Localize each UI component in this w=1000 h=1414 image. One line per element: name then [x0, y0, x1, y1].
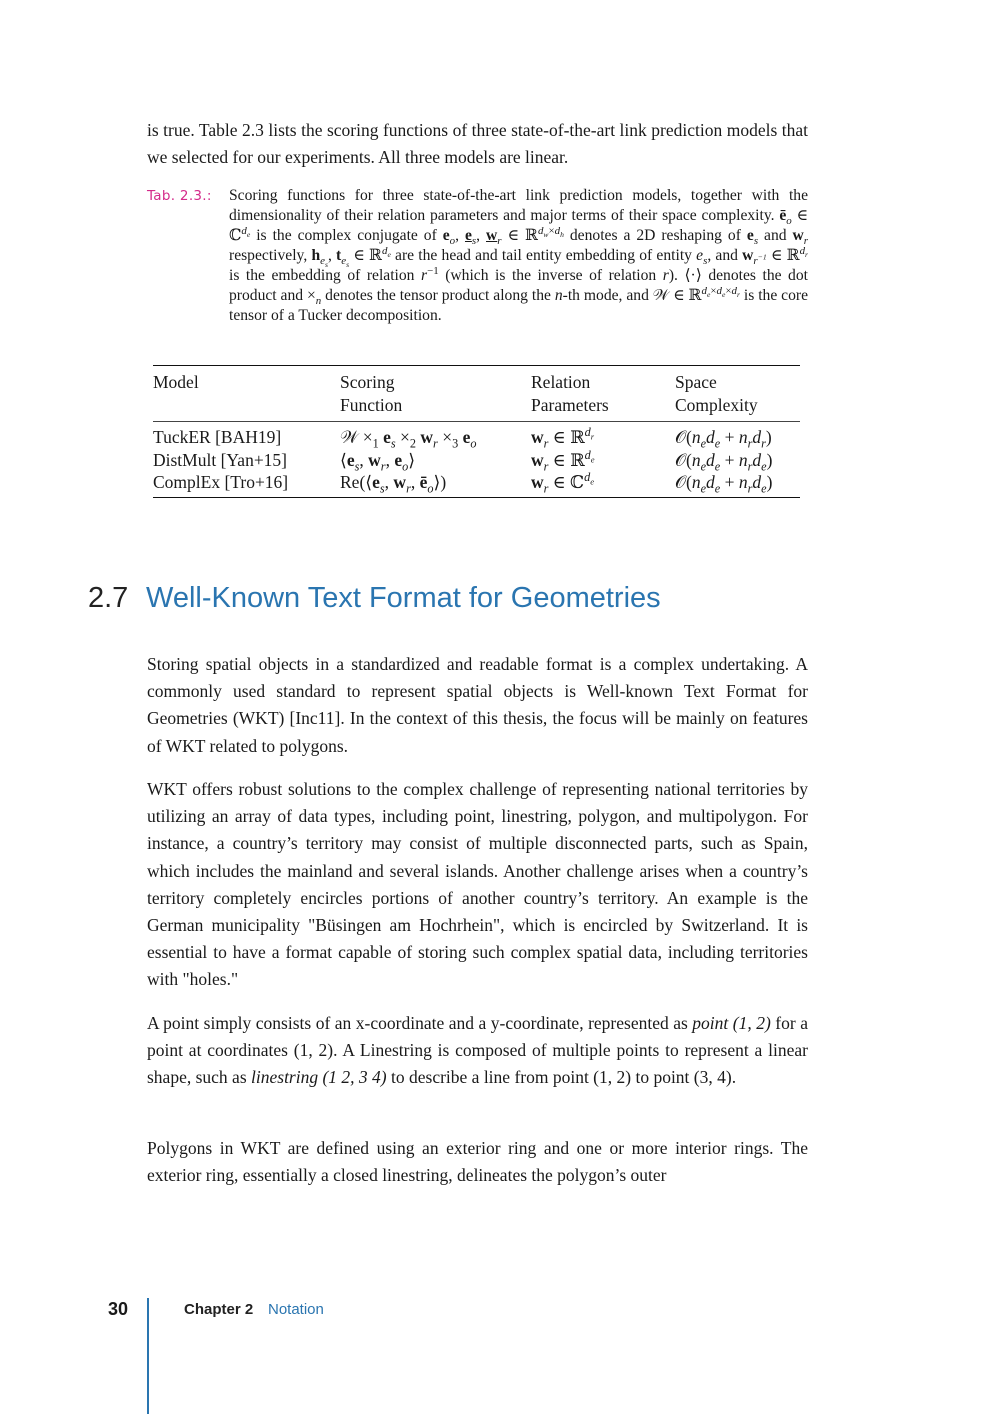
footer-rule: [147, 1298, 149, 1414]
params-cell: $w_r$ ∈ ℂ$^{d_e}$: [531, 470, 594, 496]
space-cell: $𝒪(n_ed_e + n_rd_r)$: [675, 427, 772, 451]
scoring-functions-table: [153, 365, 800, 498]
body-paragraph: Storing spatial objects in a standardized and readable format is a complex undertaking. A commonly used standard to represent spatial objects is Well-known Text Format for Geometries (WKT) [Inc11]. In the context of this thesis, the focus will be mainly on features of WKT related to polygons.: [147, 654, 808, 756]
table-header-row: [153, 366, 800, 422]
table-caption-label: Tab. 2.3.:: [147, 188, 212, 204]
header-relation-parameters: Relation Parameters: [531, 372, 609, 415]
table-row: [153, 471, 800, 497]
body-paragraph: WKT offers robust solutions to the complex challenge of representing national territories by utilizing an array of data types, including point, linestring, polygon, and multipolygon. For instance, a country’s territory may consist of multiple disconnected parts, such as Spain, which includes the mainland and several islands. Another challenge arises when a country’s territory completely encircles portions of another country’s territory. An example is the German municipality "Büsingen am Hochrhein", which is encircled by Switzerland. It is essential to have a format capable of storing such complex spatial data, including territories with "holes.": [147, 779, 808, 990]
section-number: 2.7: [88, 582, 129, 614]
intro-paragraph: is true. Table 2.3 lists the scoring functions of three state-of-the-art link prediction models that we selected for our experiments. All three models are linear.: [147, 120, 808, 168]
section-heading: [88, 578, 661, 618]
table-row: [153, 422, 800, 449]
wkt-example-linestring: linestring (1 2, 3 4): [251, 1067, 387, 1088]
params-cell: $w_r$ ∈ ℝ$^{d_r}$: [531, 425, 595, 451]
wkt-example-point: point (1, 2): [692, 1013, 771, 1033]
space-cell: $𝒪(n_ed_e + n_rd_e)$: [675, 449, 773, 473]
scoring-cell: 𝒲 $\times_1$ $e_s \times_2$ $w_r \times_3$ $e_o$: [340, 427, 477, 451]
table-row: [153, 449, 800, 472]
page-number: 30: [108, 1299, 129, 1319]
table-caption: [147, 186, 808, 326]
footer-chapter-title: Notation: [268, 1301, 324, 1318]
model-cell: DistMult [Yan+15]: [153, 449, 288, 470]
model-cell: ComplEx [Tro+16]: [153, 472, 289, 492]
header-scoring-function: Scoring Function: [340, 372, 403, 415]
body-paragraph: A point simply consists of an x-coordinate and a y-coordinate, represented as point (1, 2) for a point at coordinates (1, 2). A Linestring is composed of multiple points to represent a linear shape, such as linestring (1 2, 3 4) to describe a line from point (1, 2) to point (3, 4).: [147, 1013, 808, 1088]
header-space-complexity: Space Complexity: [675, 372, 758, 415]
params-cell: $w_r$ ∈ ℝ$^{d_e}$: [531, 447, 595, 473]
section-title: Well-Known Text Format for Geometries: [146, 582, 661, 614]
header-model: Model: [153, 372, 199, 392]
scoring-cell: $Re(⟨e_s$, $w_r$, $ē_o⟩$): [340, 472, 447, 496]
body-paragraph: Polygons in WKT are defined using an exterior ring and one or more interior rings. The exterior ring, essentially a closed linestring, delineates the polygon’s outer: [147, 1138, 808, 1186]
model-cell: TuckER [BAH19]: [153, 427, 282, 447]
footer-chapter: Chapter 2: [184, 1301, 254, 1318]
table-caption-text: Scoring functions for three state-of-the-art link prediction models, together with the dimensionality of their relation parameters and major terms of their space complexity. $ē_o$ ∈ ℂ$^{d_e}$ is the complex conjugate of $e_o$, $e_s$, $w_r$ ∈ ℝ$^{d_w\times d_h}$ denotes a 2D reshaping of $e_s$ and $w_r$ respectively, $h_{e_s}$, $t_{e_s}$ ∈ ℝ$^{d_e}$ are the head and tail entity embedding of entity $e_s$, and $w_{r^{-1}}$ ∈ ℝ$^{d_r}$ is the embedding of relation $r^{-1}$ (which is the inverse of relation r). ⟨·⟩ denotes the dot product and $\times_n$ denotes the tensor product along the n-th mode, and 𝒲 ∈ ℝ$^{d_e\times d_e\times d_r}$ is the core tensor of a Tucker decomposition.: [229, 187, 809, 324]
space-cell: $𝒪(n_ed_e + n_rd_e)$: [675, 472, 773, 496]
scoring-cell: $⟨e_s$, $w_r$, $e_o⟩$: [340, 449, 416, 473]
